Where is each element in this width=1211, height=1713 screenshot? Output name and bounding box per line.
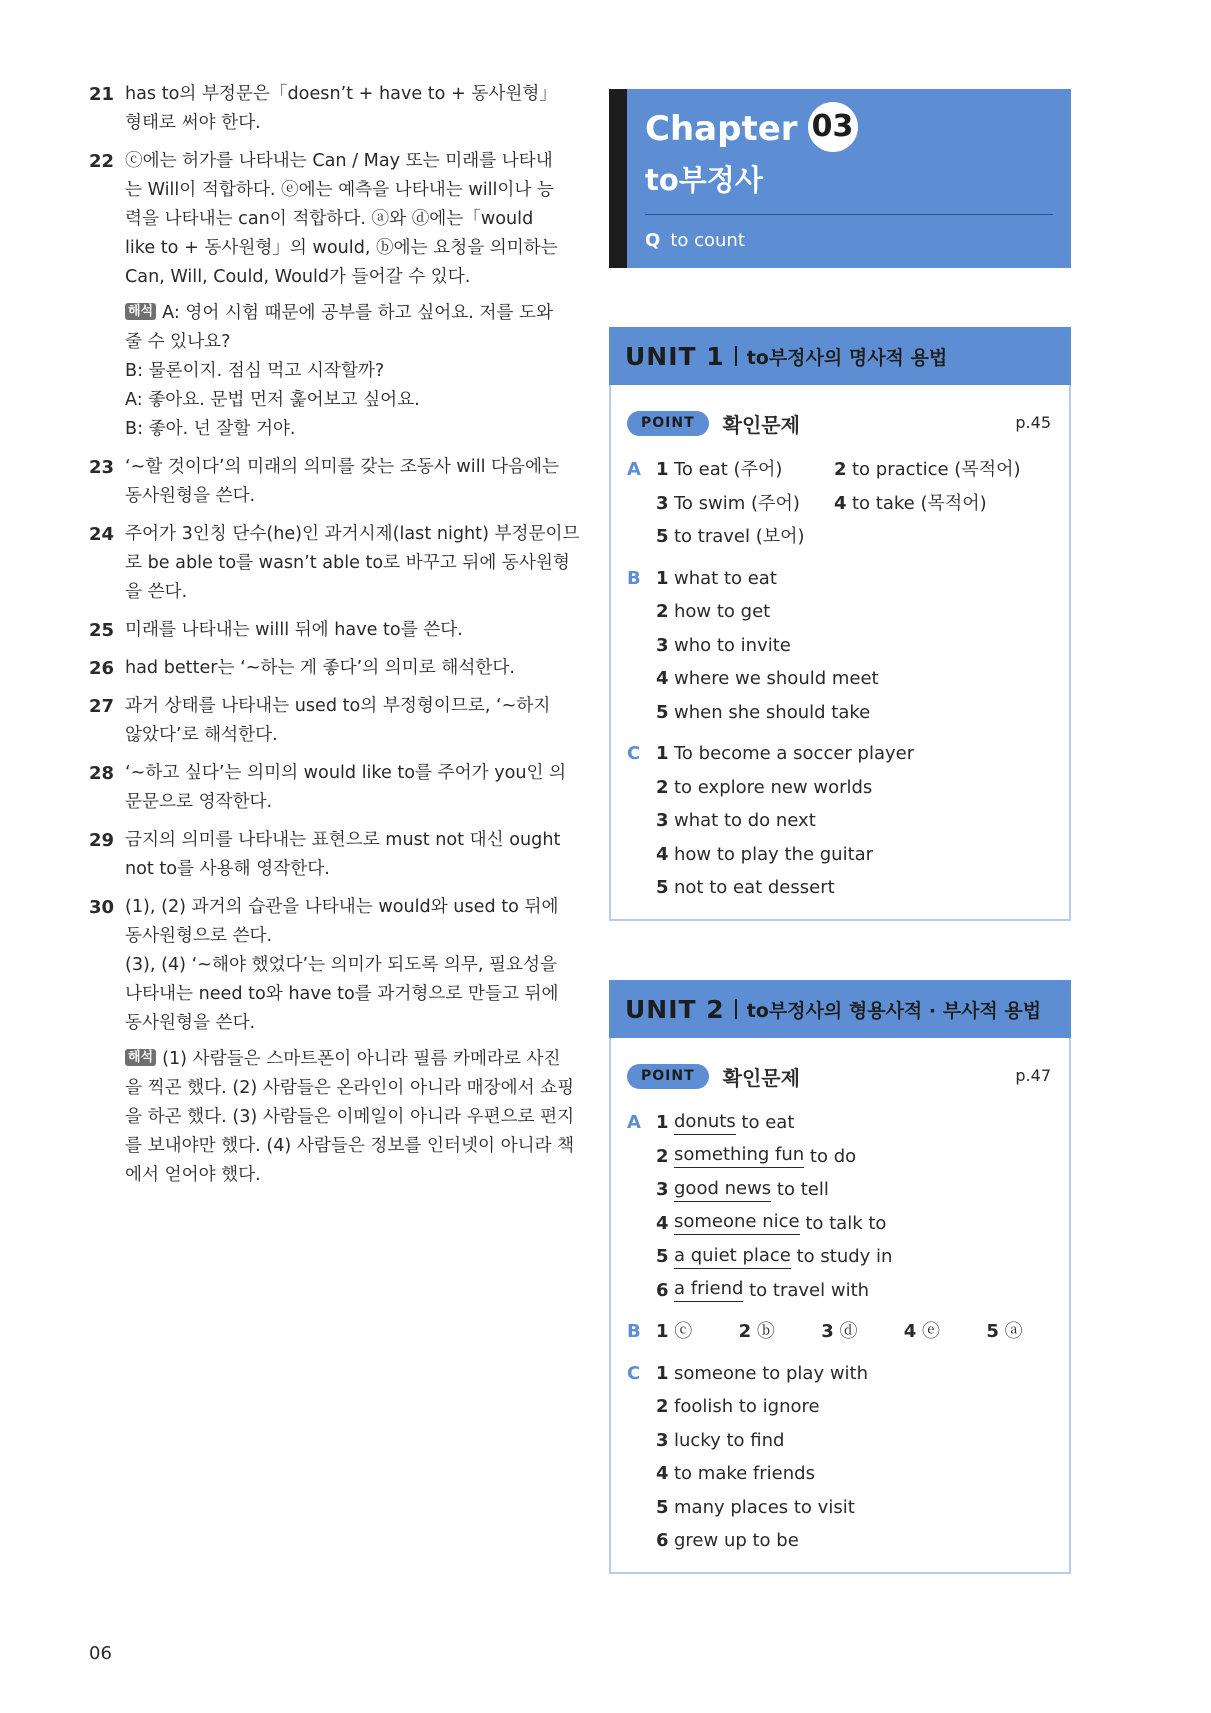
answer-row (627, 562, 1069, 596)
translation-badge: 해석 (125, 1049, 156, 1066)
answer-row (627, 487, 1069, 521)
item-number: 27 (89, 696, 115, 717)
explanation-line: 미래를 나타내는 willl 뒤에 have to를 쓴다. (125, 620, 463, 640)
answer-text: To become a soccer player (674, 743, 915, 764)
unit-title: to부정사의 명사적 용법 (746, 346, 948, 369)
answer-row (627, 1274, 1069, 1308)
answer-text: to take (목적어) (852, 492, 987, 514)
explanations-column (89, 80, 580, 1199)
explanation-item-30 (89, 893, 575, 1190)
answer-text: to make friends (674, 1463, 815, 1484)
answer-text: someone to play with (674, 1362, 869, 1384)
underlined-noun: good news (674, 1178, 771, 1202)
answer-row (627, 737, 1069, 771)
answer-text: to explore new worlds (674, 776, 873, 798)
question-label: Q (645, 230, 661, 251)
translation-line: 줄 수 있나요? (125, 332, 231, 352)
chapter-number-badge: 03 (808, 102, 858, 152)
answer-number: 5 (656, 526, 669, 547)
explanation-item-22 (89, 147, 559, 444)
answer-number: 5 (656, 1246, 669, 1267)
chapter-label: Chapter (645, 109, 798, 149)
chapter-subtitle: to부정사 (645, 163, 763, 197)
answer-text: foolish to ignore (674, 1396, 820, 1417)
answer-number: 5 (656, 877, 669, 898)
answer-number: 3 (656, 492, 669, 514)
unit-1-panel (609, 327, 1071, 921)
point-header (611, 1054, 1069, 1098)
explanation-line: 않았다’로 해석한다. (125, 725, 278, 745)
answer-row (627, 1457, 1069, 1491)
answer-list (611, 453, 1069, 905)
answer-text: what to eat (674, 567, 777, 589)
answer-number: 3 (656, 1429, 669, 1451)
answer-number: 4 (656, 1463, 669, 1484)
translation-line: 을 하곤 했다. (3) 사람들은 이메일이 아니라 우편으로 편지 (125, 1107, 575, 1127)
underlined-noun: a friend (674, 1278, 743, 1302)
explanation-item-27 (89, 692, 559, 750)
answer-number: 6 (656, 1530, 669, 1551)
answer-number: 4 (656, 668, 669, 689)
answer-number: 3 (656, 634, 669, 656)
answer-row (627, 1173, 1069, 1207)
answer-text: when she should take (674, 701, 871, 723)
answer-number: 5 (656, 1496, 669, 1518)
answer-text: To eat (주어) (674, 459, 783, 480)
explanation-line: ‘~하고 싶다’는 의미의 would like to를 주어가 you인 의 (125, 763, 567, 783)
item-number: 23 (89, 457, 115, 478)
answer-choice: ⓑ (756, 1321, 775, 1342)
item-number: 29 (89, 830, 115, 851)
explanation-item-24 (89, 520, 580, 607)
explanation-line: 형태로 써야 한다. (125, 113, 261, 133)
page-number: 06 (89, 1643, 112, 1664)
underlined-noun: something fun (674, 1144, 804, 1168)
point-title: 확인문제 (722, 412, 800, 437)
answer-number: 1 (656, 567, 669, 589)
unit-label: UNIT 2 (625, 994, 725, 1024)
answer-row (627, 1315, 1069, 1349)
explanation-item-28 (89, 759, 567, 817)
page-reference: p.47 (1015, 1066, 1051, 1085)
answer-number: 2 (834, 459, 847, 480)
section-c (627, 1357, 1069, 1558)
answer-row (627, 453, 1069, 487)
explanation-line: Can, Will, Could, Would가 들어갈 수 있다. (125, 267, 471, 287)
item-number: 22 (89, 151, 115, 172)
answer-row (627, 1106, 1069, 1140)
explanation-line: ⓒ에는 허가를 나타내는 Can / May 또는 미래를 나타내 (125, 151, 553, 171)
explanation-item-21 (89, 80, 559, 138)
answer-text: to do (804, 1145, 857, 1167)
chapter-header (609, 89, 1071, 268)
section-letter: A (627, 1112, 641, 1133)
explanation-line: 동사원형을 쓴다. (125, 1013, 256, 1033)
answer-text: to practice (목적어) (852, 459, 1021, 480)
point-header (611, 401, 1069, 445)
explanation-item-26 (89, 654, 559, 683)
translation-line: (1) 사람들은 스마트폰이 아니라 필름 카메라로 사진 (162, 1049, 561, 1069)
answer-number: 3 (821, 1321, 834, 1342)
translation-line: 을 찍곤 했다. (2) 사람들은 온라인이 아니라 매장에서 쇼핑 (125, 1078, 575, 1098)
answer-row (627, 838, 1069, 872)
answer-row (627, 1524, 1069, 1558)
answer-choice: ⓔ (922, 1321, 941, 1342)
answer-text: where we should meet (674, 668, 879, 689)
answer-number: 2 (656, 1145, 669, 1167)
answer-row (627, 595, 1069, 629)
explanation-line: 문문으로 영작한다. (125, 792, 273, 812)
answer-text: not to eat dessert (674, 877, 835, 898)
answer-number: 2 (656, 601, 669, 622)
answer-text: to talk to (799, 1212, 887, 1234)
answer-row (627, 771, 1069, 805)
section-letter: B (627, 567, 641, 589)
answer-row (627, 696, 1069, 730)
answer-text: grew up to be (674, 1530, 799, 1551)
answer-number: 5 (986, 1321, 999, 1342)
item-number: 25 (89, 620, 115, 641)
section-a (627, 453, 1069, 554)
answer-row (627, 1390, 1069, 1424)
item-number: 26 (89, 658, 115, 679)
point-badge: POINT (627, 411, 709, 436)
underlined-noun: someone nice (674, 1211, 800, 1235)
explanation-line: (1), (2) 과거의 습관을 나타내는 would와 used to 뒤에 (125, 897, 559, 917)
section-letter: C (627, 1362, 641, 1384)
answer-row (627, 871, 1069, 905)
answer-text: to tell (771, 1179, 829, 1200)
section-b (627, 1315, 1069, 1349)
section-letter: B (627, 1321, 641, 1342)
answer-row (627, 1491, 1069, 1525)
translation-block (125, 299, 559, 444)
point-title: 확인문제 (722, 1065, 800, 1090)
answer-choice: ⓒ (674, 1321, 693, 1342)
answer-number: 2 (656, 1396, 669, 1417)
answer-text: to travel (보어) (674, 526, 805, 547)
explanation-line: not to를 사용해 영작한다. (125, 859, 330, 879)
answer-number: 1 (656, 743, 669, 764)
chapter-question (645, 227, 745, 255)
answer-row (627, 1424, 1069, 1458)
unit-label: UNIT 1 (625, 341, 725, 371)
answer-number: 4 (903, 1321, 917, 1342)
answer-choice: ⓓ (839, 1321, 858, 1342)
translation-line: 에서 얻어야 했다. (125, 1165, 261, 1185)
answer-text: how to get (674, 601, 771, 622)
answer-number: 4 (834, 492, 847, 514)
unit-title: to부정사의 형용사적 · 부사적 용법 (746, 999, 1042, 1022)
translation-line: B: 좋아. 넌 잘할 거야. (125, 419, 296, 439)
underlined-noun: a quiet place (674, 1245, 791, 1269)
answer-number: 5 (656, 701, 669, 723)
answer-text: to travel with (743, 1279, 870, 1301)
answer-number: 3 (656, 1179, 669, 1200)
answer-text: what to do next (674, 810, 816, 831)
section-letter: C (627, 743, 641, 764)
explanation-line: like to + 동사원형」의 would, ⓑ에는 요청을 의미하는 (125, 238, 558, 258)
item-number: 24 (89, 524, 115, 545)
point-badge: POINT (627, 1064, 709, 1089)
answer-row (627, 1357, 1069, 1391)
explanation-line: had better는 ‘~하는 게 좋다’의 의미로 해석한다. (125, 658, 515, 678)
translation-line: 를 보내야만 했다. (4) 사람들은 정보를 인터넷이 아니라 책 (125, 1136, 575, 1156)
explanation-line: 나타내는 need to와 have to를 과거형으로 만들고 뒤에 (125, 984, 559, 1004)
answer-choice: ⓐ (1004, 1321, 1023, 1342)
underlined-noun: donuts (674, 1111, 736, 1135)
answer-number: 1 (656, 459, 669, 480)
section-letter: A (627, 459, 641, 480)
answer-number: 3 (656, 810, 669, 831)
answer-text: who to invite (674, 634, 791, 656)
explanation-line: has to의 부정문은「doesn’t + have to + 동사원형」 (125, 84, 557, 104)
explanation-line: 동사원형으로 쓴다. (125, 926, 273, 946)
answer-row (627, 629, 1069, 663)
answer-number: 1 (656, 1112, 669, 1133)
answer-number: 1 (656, 1362, 669, 1384)
answer-list (611, 1106, 1069, 1558)
divider (645, 214, 1053, 215)
explanation-line: 는 Will이 적합하다. ⓔ에는 예측을 나타내는 will이나 능 (125, 180, 554, 200)
explanation-line: ‘~할 것이다’의 미래의 의미를 갖는 조동사 will 다음에는 (125, 457, 560, 477)
explanation-line: 력을 나타내는 can이 적합하다. ⓐ와 ⓓ에는「would (125, 209, 534, 229)
unit-header (609, 980, 1071, 1038)
answer-row (627, 662, 1069, 696)
translation-line: A: 좋아요. 문법 먼저 훑어보고 싶어요. (125, 390, 420, 410)
answer-row (627, 520, 1069, 554)
answer-number: 6 (656, 1279, 669, 1301)
answer-number: 2 (738, 1321, 752, 1342)
section-b (627, 562, 1069, 730)
page-reference: p.45 (1015, 413, 1051, 432)
answer-number: 2 (656, 776, 669, 798)
answer-row (627, 1240, 1069, 1274)
answer-number: 4 (656, 843, 669, 865)
divider (735, 346, 737, 366)
translation-block (125, 1045, 574, 1190)
answer-row (627, 1140, 1069, 1174)
answer-text: To swim (주어) (674, 492, 800, 514)
explanation-line: 로 be able to를 wasn’t able to로 바꾸고 뒤에 동사원형 (125, 553, 570, 573)
explanation-item-29 (89, 826, 559, 884)
answer-text: how to play the guitar (674, 843, 874, 865)
answer-text: to study in (790, 1246, 893, 1267)
divider (735, 999, 737, 1019)
explanation-item-25 (89, 616, 559, 645)
answer-text: many places to visit (674, 1496, 855, 1518)
explanation-item-23 (89, 453, 559, 511)
explanation-line: 과거 상태를 나타내는 used to의 부정형이므로, ‘~하지 (125, 696, 551, 716)
section-c (627, 737, 1069, 905)
answer-text: lucky to find (674, 1429, 785, 1451)
answer-row (627, 1207, 1069, 1241)
item-number: 21 (89, 84, 115, 105)
section-a (627, 1106, 1069, 1307)
translation-badge: 해석 (125, 303, 156, 320)
translation-line: A: 영어 시험 때문에 공부를 하고 싶어요. 저를 도와 (162, 303, 554, 323)
explanation-line: 을 쓴다. (125, 582, 188, 602)
answer-number: 1 (656, 1321, 669, 1342)
translation-line: B: 물론이지. 점심 먹고 시작할까? (125, 361, 385, 381)
answer-text: to eat (735, 1112, 795, 1133)
chapter-title (645, 101, 858, 157)
explanation-line: (3), (4) ‘~해야 했었다’는 의미가 되도록 의무, 필요성을 (125, 955, 558, 975)
unit-header (609, 327, 1071, 385)
explanation-line: 금지의 의미를 나타내는 표현으로 must not 대신 ought (125, 830, 561, 850)
question-text: to count (670, 230, 745, 251)
unit-2-panel (609, 980, 1071, 1574)
answer-row (627, 804, 1069, 838)
item-number: 28 (89, 763, 115, 784)
answer-number: 4 (656, 1212, 669, 1234)
item-number: 30 (89, 897, 115, 918)
explanation-line: 동사원형을 쓴다. (125, 486, 256, 506)
explanation-line: 주어가 3인칭 단수(he)인 과거시제(last night) 부정문이므 (125, 524, 580, 544)
